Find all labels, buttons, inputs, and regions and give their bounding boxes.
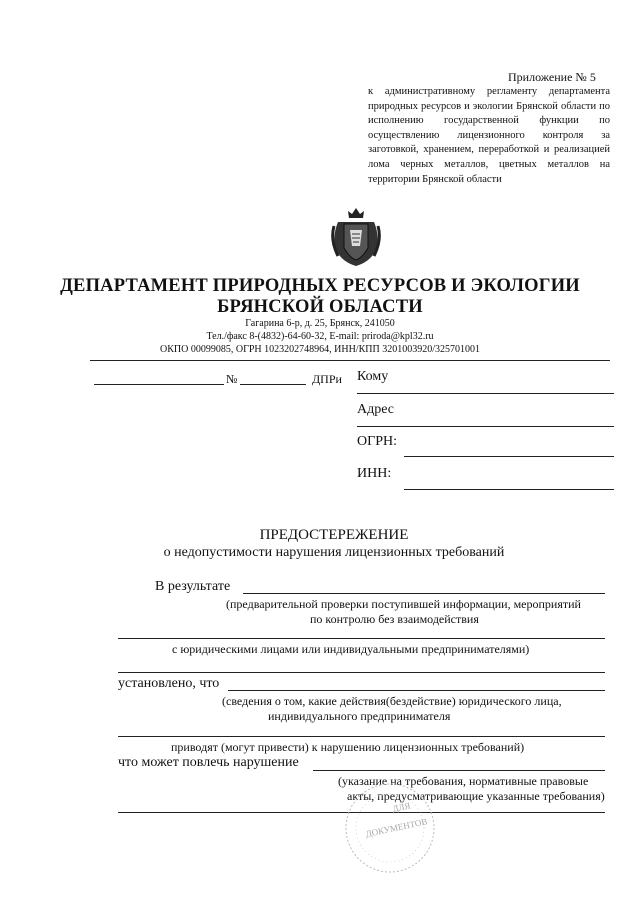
result-hint-1: (предварительной проверки поступившей информации, мероприятий xyxy=(226,597,581,611)
bryansk-coat-of-arms-icon xyxy=(330,206,382,268)
department-phone: Тел./факс 8-(4832)-64-60-32, E-mail: priroda@kpl32.ru xyxy=(206,331,434,342)
recipient-address-label: Адрес xyxy=(357,402,395,417)
result-line-3 xyxy=(118,672,605,673)
recipient-address-line xyxy=(357,426,614,427)
recipient-to-line xyxy=(357,393,614,394)
appendix-body: к административному регламенту департамента природных ресурсов и экологии Брянской области по исполнению государственной функции по осуществлению лицензионного контроля за заготовкой, хранением, переработкой и реализацией лома черных металлов, цветных металлов на территории Брянской области xyxy=(368,86,610,185)
recipient-ogrn-label: ОГРН: xyxy=(357,434,397,449)
stamp-text-2: ДОКУМЕНТОВ xyxy=(364,816,429,840)
recipient-inn-line xyxy=(404,489,614,490)
date-line xyxy=(94,384,224,385)
stamp-text-1: ДЛЯ xyxy=(391,800,412,814)
document-title: ПРЕДОСТЕРЕЖЕНИЕ xyxy=(259,527,409,543)
may-entail-line xyxy=(313,770,605,771)
established-line xyxy=(228,690,605,691)
department-name-line2: БРЯНСКОЙ ОБЛАСТИ xyxy=(217,297,423,317)
established-line-2 xyxy=(118,736,605,737)
result-hint-2: по контролю без взаимодействия xyxy=(310,612,479,626)
registration-suffix: ДПРи xyxy=(312,372,342,386)
may-entail-hint-1: (указание на требования, нормативные правовые xyxy=(338,774,589,788)
number-label: № xyxy=(226,372,238,386)
may-entail-hint-2: акты, предусматривающие указанные требования) xyxy=(347,789,605,803)
result-line-2 xyxy=(118,638,605,639)
established-hint-1: (сведения о том, какие действия(бездействие) юридического лица, xyxy=(222,694,562,708)
leads-to-text: приводят (могут привести) к нарушению лицензионных требований) xyxy=(171,740,525,754)
may-entail-label: что может повлечь нарушение xyxy=(118,755,299,770)
result-line xyxy=(243,593,605,594)
department-name-line1: ДЕПАРТАМЕНТ ПРИРОДНЫХ РЕСУРСОВ И ЭКОЛОГИИ xyxy=(60,276,580,296)
department-codes: ОКПО 00099085, ОГРН 1023202748964, ИНН/КПП 3201003920/325701001 xyxy=(160,344,480,355)
recipient-inn-label: ИНН: xyxy=(357,466,392,481)
result-hint-3: с юридическими лицами или индивидуальными предпринимателями) xyxy=(172,642,530,656)
result-label: В результате xyxy=(155,579,231,594)
established-label: установлено, что xyxy=(118,676,220,691)
header-divider xyxy=(90,360,610,361)
round-stamp xyxy=(335,778,445,878)
recipient-to-label: Кому xyxy=(357,369,389,384)
recipient-ogrn-line xyxy=(404,456,614,457)
established-hint-2: индивидуального предпринимателя xyxy=(268,709,451,723)
appendix-title: Приложение № 5 xyxy=(508,70,596,84)
number-line xyxy=(240,384,306,385)
document-subtitle: о недопустимости нарушения лицензионных требований xyxy=(163,545,505,560)
department-address: Гагарина 6-р, д. 25, Брянск, 241050 xyxy=(245,318,395,329)
